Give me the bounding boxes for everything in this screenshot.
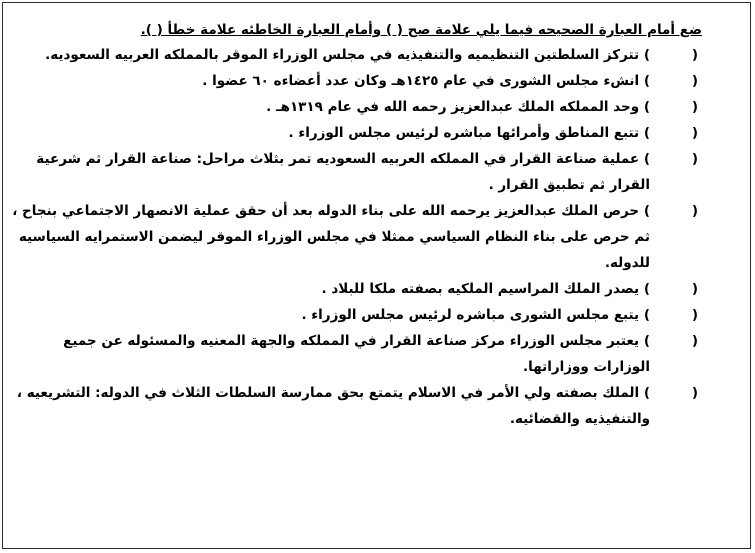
question-5 — [12, 146, 702, 198]
question-text: ) يعتبر مجلس الوزراء مركز صناعة القرار في المملكه والجهة المعنيه والمسئوله عن جميع الوزارات ووزاراتها. — [63, 333, 650, 375]
answer-paren[interactable]: ( — [691, 385, 699, 401]
question-6 — [12, 198, 702, 276]
question-7 — [12, 276, 702, 302]
question-text: ) تتبع المناطق وأمرائها مباشره لرئيس مجلس الوزراء . — [288, 125, 650, 141]
question-10 — [12, 380, 702, 432]
question-2 — [12, 68, 702, 94]
question-text: ) عملية صناعة القرار في المملكه العربيه السعوديه تمر بثلاث مراحل: صناعة القرار ثم شرعية القرار ثم تطبيق القرار . — [36, 151, 650, 193]
question-text: ) تتركز السلطتين التنظيميه والتنفيذيه في مجلس الوزراء الموقر بالمملكه العربيه السعوديه. — [45, 47, 650, 63]
question-8 — [12, 302, 702, 328]
answer-paren[interactable]: ( — [691, 125, 699, 141]
question-9 — [12, 328, 702, 380]
answer-paren[interactable]: ( — [691, 47, 699, 63]
answer-paren[interactable]: ( — [691, 73, 699, 89]
question-4 — [12, 120, 702, 146]
answer-paren[interactable]: ( — [691, 151, 699, 167]
question-text: ) يتبع مجلس الشورى مباشره لرئيس مجلس الوزراء . — [301, 307, 650, 323]
question-text: ) وحد المملكه الملك عبدالعزيز رحمه الله في عام ١٣١٩هـ . — [266, 99, 650, 115]
answer-paren[interactable]: ( — [691, 307, 699, 323]
answer-paren[interactable]: ( — [691, 333, 699, 349]
answer-paren[interactable]: ( — [691, 281, 699, 297]
question-1 — [12, 42, 702, 68]
instruction-heading: ضع أمام العبارة الصحيحه فيما يلي علامة صح ( ) وأمام العبارة الخاطئه علامة خطأ ( ). — [140, 22, 702, 38]
answer-paren[interactable]: ( — [691, 99, 699, 115]
question-3 — [12, 94, 702, 120]
question-text: ) الملك بصفته ولي الأمر في الاسلام يتمتع بحق ممارسة السلطات الثلاث في الدوله: التشريعيه ، والتنفيذيه والقضائيه. — [16, 385, 650, 427]
question-text: ) يصدر الملك المراسيم الملكيه بصفته ملكا للبلاد . — [321, 281, 650, 297]
worksheet — [12, 18, 702, 432]
question-text: ) انشء مجلس الشورى في عام ١٤٢٥هـ وكان عدد أعضاءه ٦٠ عضوا . — [202, 73, 650, 89]
answer-paren[interactable]: ( — [691, 203, 699, 219]
question-text: ) حرص الملك عبدالعزيز يرحمه الله على بناء الدوله بعد أن حقق عملية الانصهار الاجتماعي بنجاح ، ثم حرص على بناء النظام السياسي ممثلا في مجلس الوزراء الموقر ليضمن الاستمرايه السياسيه للدوله. — [12, 203, 650, 271]
